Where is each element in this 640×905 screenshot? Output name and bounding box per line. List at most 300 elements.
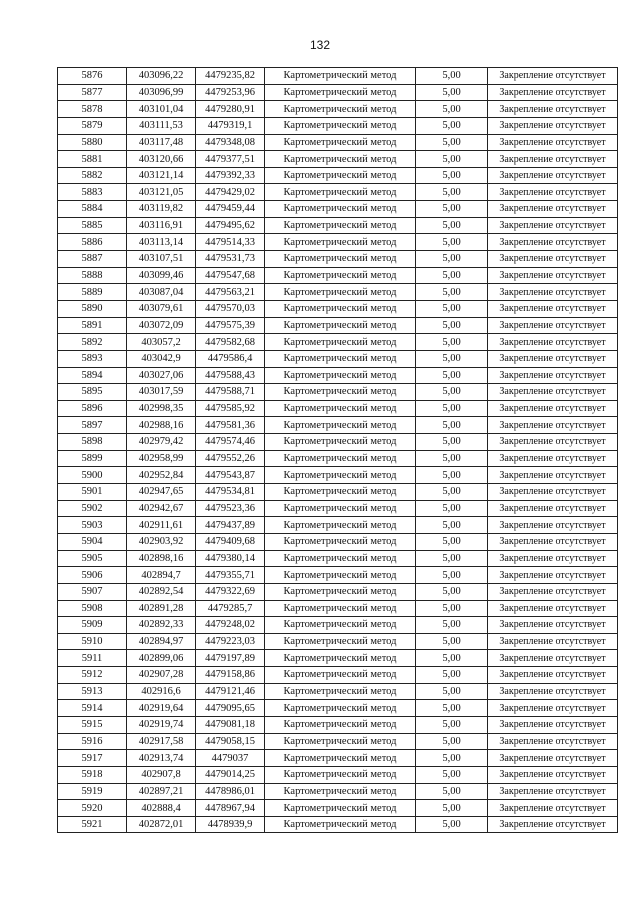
table-row [58, 683, 618, 700]
fixation-cell: Закрепление отсутствует [488, 700, 618, 717]
fixation-cell: Закрепление отсутствует [488, 816, 618, 833]
fixation-cell: Закрепление отсутствует [488, 84, 618, 101]
x-coordinate-cell: 402888,4 [127, 800, 196, 817]
method-cell: Картометрический метод [265, 517, 416, 534]
x-coordinate-cell: 403119,82 [127, 201, 196, 218]
method-cell: Картометрический метод [265, 633, 416, 650]
method-cell: Картометрический метод [265, 334, 416, 351]
point-number-cell: 5891 [58, 317, 127, 334]
method-cell: Картометрический метод [265, 217, 416, 234]
accuracy-cell: 5,00 [416, 284, 488, 301]
table-row [58, 134, 618, 151]
accuracy-cell: 5,00 [416, 783, 488, 800]
fixation-cell: Закрепление отсутствует [488, 683, 618, 700]
point-number-cell: 5901 [58, 484, 127, 501]
fixation-cell: Закрепление отсутствует [488, 783, 618, 800]
point-number-cell: 5877 [58, 84, 127, 101]
accuracy-cell: 5,00 [416, 400, 488, 417]
fixation-cell: Закрепление отсутствует [488, 766, 618, 783]
accuracy-cell: 5,00 [416, 816, 488, 833]
y-coordinate-cell: 4479377,51 [196, 151, 265, 168]
table-row [58, 417, 618, 434]
y-coordinate-cell: 4479197,89 [196, 650, 265, 667]
y-coordinate-cell: 4479253,96 [196, 84, 265, 101]
point-number-cell: 5896 [58, 400, 127, 417]
table-row [58, 617, 618, 634]
table-row [58, 733, 618, 750]
x-coordinate-cell: 402911,61 [127, 517, 196, 534]
method-cell: Картометрический метод [265, 84, 416, 101]
accuracy-cell: 5,00 [416, 350, 488, 367]
table-row [58, 84, 618, 101]
x-coordinate-cell: 403096,99 [127, 84, 196, 101]
method-cell: Картометрический метод [265, 117, 416, 134]
method-cell: Картометрический метод [265, 234, 416, 251]
fixation-cell: Закрепление отсутствует [488, 800, 618, 817]
y-coordinate-cell: 4479285,7 [196, 600, 265, 617]
point-number-cell: 5914 [58, 700, 127, 717]
y-coordinate-cell: 4478986,01 [196, 783, 265, 800]
accuracy-cell: 5,00 [416, 517, 488, 534]
table-row [58, 800, 618, 817]
x-coordinate-cell: 403027,06 [127, 367, 196, 384]
x-coordinate-cell: 403117,48 [127, 134, 196, 151]
fixation-cell: Закрепление отсутствует [488, 434, 618, 451]
fixation-cell: Закрепление отсутствует [488, 400, 618, 417]
point-number-cell: 5909 [58, 617, 127, 634]
y-coordinate-cell: 4479514,33 [196, 234, 265, 251]
x-coordinate-cell: 402907,28 [127, 667, 196, 684]
x-coordinate-cell: 402907,8 [127, 766, 196, 783]
fixation-cell: Закрепление отсутствует [488, 733, 618, 750]
table-row [58, 450, 618, 467]
fixation-cell: Закрепление отсутствует [488, 350, 618, 367]
x-coordinate-cell: 403113,14 [127, 234, 196, 251]
fixation-cell: Закрепление отсутствует [488, 167, 618, 184]
accuracy-cell: 5,00 [416, 434, 488, 451]
point-number-cell: 5900 [58, 467, 127, 484]
point-number-cell: 5886 [58, 234, 127, 251]
y-coordinate-cell: 4479280,91 [196, 101, 265, 118]
point-number-cell: 5898 [58, 434, 127, 451]
method-cell: Картометрический метод [265, 533, 416, 550]
table-row [58, 117, 618, 134]
table-row [58, 267, 618, 284]
fixation-cell: Закрепление отсутствует [488, 417, 618, 434]
y-coordinate-cell: 4479058,15 [196, 733, 265, 750]
method-cell: Картометрический метод [265, 400, 416, 417]
fixation-cell: Закрепление отсутствует [488, 284, 618, 301]
accuracy-cell: 5,00 [416, 500, 488, 517]
accuracy-cell: 5,00 [416, 317, 488, 334]
fixation-cell: Закрепление отсутствует [488, 500, 618, 517]
table-row [58, 484, 618, 501]
fixation-cell: Закрепление отсутствует [488, 68, 618, 85]
x-coordinate-cell: 403042,9 [127, 350, 196, 367]
table-row [58, 334, 618, 351]
fixation-cell: Закрепление отсутствует [488, 367, 618, 384]
point-number-cell: 5890 [58, 300, 127, 317]
table-row [58, 567, 618, 584]
fixation-cell: Закрепление отсутствует [488, 117, 618, 134]
accuracy-cell: 5,00 [416, 68, 488, 85]
method-cell: Картометрический метод [265, 500, 416, 517]
y-coordinate-cell: 4479585,92 [196, 400, 265, 417]
x-coordinate-cell: 403079,61 [127, 300, 196, 317]
coordinates-table-body [58, 68, 618, 833]
accuracy-cell: 5,00 [416, 101, 488, 118]
x-coordinate-cell: 402998,35 [127, 400, 196, 417]
x-coordinate-cell: 403107,51 [127, 251, 196, 268]
accuracy-cell: 5,00 [416, 750, 488, 767]
method-cell: Картометрический метод [265, 583, 416, 600]
table-row [58, 550, 618, 567]
x-coordinate-cell: 403057,2 [127, 334, 196, 351]
fixation-cell: Закрепление отсутствует [488, 450, 618, 467]
method-cell: Картометрический метод [265, 600, 416, 617]
x-coordinate-cell: 402979,42 [127, 434, 196, 451]
y-coordinate-cell: 4479552,26 [196, 450, 265, 467]
x-coordinate-cell: 403111,53 [127, 117, 196, 134]
table-row [58, 217, 618, 234]
method-cell: Картометрический метод [265, 284, 416, 301]
table-row [58, 600, 618, 617]
method-cell: Картометрический метод [265, 650, 416, 667]
table-row [58, 201, 618, 218]
y-coordinate-cell: 4479523,36 [196, 500, 265, 517]
table-row [58, 633, 618, 650]
y-coordinate-cell: 4479586,4 [196, 350, 265, 367]
y-coordinate-cell: 4479037 [196, 750, 265, 767]
page-number: 132 [309, 38, 331, 52]
point-number-cell: 5887 [58, 251, 127, 268]
point-number-cell: 5882 [58, 167, 127, 184]
accuracy-cell: 5,00 [416, 217, 488, 234]
accuracy-cell: 5,00 [416, 667, 488, 684]
point-number-cell: 5917 [58, 750, 127, 767]
fixation-cell: Закрепление отсутствует [488, 267, 618, 284]
method-cell: Картометрический метод [265, 667, 416, 684]
point-number-cell: 5894 [58, 367, 127, 384]
fixation-cell: Закрепление отсутствует [488, 151, 618, 168]
fixation-cell: Закрепление отсутствует [488, 467, 618, 484]
x-coordinate-cell: 402919,64 [127, 700, 196, 717]
table-row [58, 384, 618, 401]
accuracy-cell: 5,00 [416, 733, 488, 750]
fixation-cell: Закрепление отсутствует [488, 484, 618, 501]
method-cell: Картометрический метод [265, 783, 416, 800]
method-cell: Картометрический метод [265, 716, 416, 733]
y-coordinate-cell: 4479570,03 [196, 300, 265, 317]
table-row [58, 700, 618, 717]
accuracy-cell: 5,00 [416, 800, 488, 817]
method-cell: Картометрический метод [265, 750, 416, 767]
method-cell: Картометрический метод [265, 617, 416, 634]
x-coordinate-cell: 402899,06 [127, 650, 196, 667]
method-cell: Картометрический метод [265, 384, 416, 401]
y-coordinate-cell: 4479582,68 [196, 334, 265, 351]
point-number-cell: 5880 [58, 134, 127, 151]
method-cell: Картометрический метод [265, 350, 416, 367]
point-number-cell: 5895 [58, 384, 127, 401]
method-cell: Картометрический метод [265, 450, 416, 467]
point-number-cell: 5879 [58, 117, 127, 134]
point-number-cell: 5919 [58, 783, 127, 800]
fixation-cell: Закрепление отсутствует [488, 533, 618, 550]
y-coordinate-cell: 4479409,68 [196, 533, 265, 550]
y-coordinate-cell: 4479158,86 [196, 667, 265, 684]
method-cell: Картометрический метод [265, 317, 416, 334]
accuracy-cell: 5,00 [416, 167, 488, 184]
x-coordinate-cell: 403101,04 [127, 101, 196, 118]
fixation-cell: Закрепление отсутствует [488, 583, 618, 600]
point-number-cell: 5908 [58, 600, 127, 617]
y-coordinate-cell: 4479495,62 [196, 217, 265, 234]
x-coordinate-cell: 402917,58 [127, 733, 196, 750]
point-number-cell: 5921 [58, 816, 127, 833]
accuracy-cell: 5,00 [416, 267, 488, 284]
accuracy-cell: 5,00 [416, 184, 488, 201]
fixation-cell: Закрепление отсутствует [488, 550, 618, 567]
table-row [58, 68, 618, 85]
x-coordinate-cell: 403096,22 [127, 68, 196, 85]
x-coordinate-cell: 402894,7 [127, 567, 196, 584]
x-coordinate-cell: 402892,33 [127, 617, 196, 634]
accuracy-cell: 5,00 [416, 716, 488, 733]
method-cell: Картометрический метод [265, 167, 416, 184]
fixation-cell: Закрепление отсутствует [488, 716, 618, 733]
accuracy-cell: 5,00 [416, 367, 488, 384]
y-coordinate-cell: 4479574,46 [196, 434, 265, 451]
x-coordinate-cell: 402958,99 [127, 450, 196, 467]
fixation-cell: Закрепление отсутствует [488, 101, 618, 118]
x-coordinate-cell: 402894,97 [127, 633, 196, 650]
method-cell: Картометрический метод [265, 733, 416, 750]
fixation-cell: Закрепление отсутствует [488, 617, 618, 634]
y-coordinate-cell: 4479588,43 [196, 367, 265, 384]
method-cell: Картометрический метод [265, 101, 416, 118]
y-coordinate-cell: 4479348,08 [196, 134, 265, 151]
point-number-cell: 5904 [58, 533, 127, 550]
point-number-cell: 5912 [58, 667, 127, 684]
method-cell: Картометрический метод [265, 134, 416, 151]
fixation-cell: Закрепление отсутствует [488, 517, 618, 534]
y-coordinate-cell: 4479575,39 [196, 317, 265, 334]
y-coordinate-cell: 4478939,9 [196, 816, 265, 833]
accuracy-cell: 5,00 [416, 450, 488, 467]
point-number-cell: 5897 [58, 417, 127, 434]
table-row [58, 667, 618, 684]
x-coordinate-cell: 402897,21 [127, 783, 196, 800]
method-cell: Картометрический метод [265, 484, 416, 501]
x-coordinate-cell: 402891,28 [127, 600, 196, 617]
point-number-cell: 5913 [58, 683, 127, 700]
method-cell: Картометрический метод [265, 816, 416, 833]
table-row [58, 317, 618, 334]
y-coordinate-cell: 4479095,65 [196, 700, 265, 717]
y-coordinate-cell: 4479223,03 [196, 633, 265, 650]
point-number-cell: 5876 [58, 68, 127, 85]
table-row [58, 151, 618, 168]
table-row [58, 650, 618, 667]
fixation-cell: Закрепление отсутствует [488, 300, 618, 317]
method-cell: Картометрический метод [265, 417, 416, 434]
point-number-cell: 5902 [58, 500, 127, 517]
table-row [58, 533, 618, 550]
y-coordinate-cell: 4479392,33 [196, 167, 265, 184]
y-coordinate-cell: 4479581,36 [196, 417, 265, 434]
method-cell: Картометрический метод [265, 300, 416, 317]
point-number-cell: 5881 [58, 151, 127, 168]
point-number-cell: 5878 [58, 101, 127, 118]
point-number-cell: 5915 [58, 716, 127, 733]
accuracy-cell: 5,00 [416, 633, 488, 650]
x-coordinate-cell: 402947,65 [127, 484, 196, 501]
table-row [58, 467, 618, 484]
method-cell: Картометрический метод [265, 700, 416, 717]
accuracy-cell: 5,00 [416, 650, 488, 667]
method-cell: Картометрический метод [265, 766, 416, 783]
fixation-cell: Закрепление отсутствует [488, 201, 618, 218]
y-coordinate-cell: 4479563,21 [196, 284, 265, 301]
method-cell: Картометрический метод [265, 550, 416, 567]
accuracy-cell: 5,00 [416, 766, 488, 783]
point-number-cell: 5888 [58, 267, 127, 284]
y-coordinate-cell: 4479429,02 [196, 184, 265, 201]
y-coordinate-cell: 4479588,71 [196, 384, 265, 401]
accuracy-cell: 5,00 [416, 583, 488, 600]
table-row [58, 583, 618, 600]
x-coordinate-cell: 402913,74 [127, 750, 196, 767]
fixation-cell: Закрепление отсутствует [488, 234, 618, 251]
method-cell: Картометрический метод [265, 800, 416, 817]
accuracy-cell: 5,00 [416, 467, 488, 484]
point-number-cell: 5892 [58, 334, 127, 351]
accuracy-cell: 5,00 [416, 567, 488, 584]
fixation-cell: Закрепление отсутствует [488, 134, 618, 151]
accuracy-cell: 5,00 [416, 117, 488, 134]
x-coordinate-cell: 402988,16 [127, 417, 196, 434]
method-cell: Картометрический метод [265, 201, 416, 218]
x-coordinate-cell: 403099,46 [127, 267, 196, 284]
table-row [58, 350, 618, 367]
x-coordinate-cell: 402872,01 [127, 816, 196, 833]
accuracy-cell: 5,00 [416, 484, 488, 501]
y-coordinate-cell: 4479534,81 [196, 484, 265, 501]
table-row [58, 766, 618, 783]
x-coordinate-cell: 402916,6 [127, 683, 196, 700]
x-coordinate-cell: 402942,67 [127, 500, 196, 517]
accuracy-cell: 5,00 [416, 300, 488, 317]
point-number-cell: 5883 [58, 184, 127, 201]
method-cell: Картометрический метод [265, 683, 416, 700]
fixation-cell: Закрепление отсутствует [488, 334, 618, 351]
accuracy-cell: 5,00 [416, 617, 488, 634]
x-coordinate-cell: 402919,74 [127, 716, 196, 733]
accuracy-cell: 5,00 [416, 550, 488, 567]
table-row [58, 234, 618, 251]
y-coordinate-cell: 4479014,25 [196, 766, 265, 783]
x-coordinate-cell: 402952,84 [127, 467, 196, 484]
table-row [58, 783, 618, 800]
table-row [58, 716, 618, 733]
y-coordinate-cell: 4479235,82 [196, 68, 265, 85]
table-row [58, 400, 618, 417]
coordinates-table [57, 67, 618, 833]
table-row [58, 500, 618, 517]
x-coordinate-cell: 402898,16 [127, 550, 196, 567]
point-number-cell: 5885 [58, 217, 127, 234]
y-coordinate-cell: 4479531,73 [196, 251, 265, 268]
fixation-cell: Закрепление отсутствует [488, 667, 618, 684]
x-coordinate-cell: 403017,59 [127, 384, 196, 401]
x-coordinate-cell: 403120,66 [127, 151, 196, 168]
point-number-cell: 5905 [58, 550, 127, 567]
point-number-cell: 5884 [58, 201, 127, 218]
x-coordinate-cell: 403121,05 [127, 184, 196, 201]
method-cell: Картометрический метод [265, 267, 416, 284]
y-coordinate-cell: 4479547,68 [196, 267, 265, 284]
table-row [58, 167, 618, 184]
method-cell: Картометрический метод [265, 567, 416, 584]
table-row [58, 750, 618, 767]
y-coordinate-cell: 4479459,44 [196, 201, 265, 218]
accuracy-cell: 5,00 [416, 84, 488, 101]
point-number-cell: 5907 [58, 583, 127, 600]
method-cell: Картометрический метод [265, 467, 416, 484]
accuracy-cell: 5,00 [416, 334, 488, 351]
table-row [58, 434, 618, 451]
table-row [58, 101, 618, 118]
table-row [58, 284, 618, 301]
y-coordinate-cell: 4479248,02 [196, 617, 265, 634]
x-coordinate-cell: 403087,04 [127, 284, 196, 301]
accuracy-cell: 5,00 [416, 234, 488, 251]
point-number-cell: 5920 [58, 800, 127, 817]
point-number-cell: 5911 [58, 650, 127, 667]
method-cell: Картометрический метод [265, 68, 416, 85]
table-row [58, 184, 618, 201]
accuracy-cell: 5,00 [416, 417, 488, 434]
fixation-cell: Закрепление отсутствует [488, 184, 618, 201]
point-number-cell: 5918 [58, 766, 127, 783]
fixation-cell: Закрепление отсутствует [488, 650, 618, 667]
fixation-cell: Закрепление отсутствует [488, 217, 618, 234]
x-coordinate-cell: 403116,91 [127, 217, 196, 234]
accuracy-cell: 5,00 [416, 600, 488, 617]
accuracy-cell: 5,00 [416, 201, 488, 218]
point-number-cell: 5893 [58, 350, 127, 367]
point-number-cell: 5903 [58, 517, 127, 534]
accuracy-cell: 5,00 [416, 384, 488, 401]
method-cell: Картометрический метод [265, 151, 416, 168]
point-number-cell: 5910 [58, 633, 127, 650]
x-coordinate-cell: 402892,54 [127, 583, 196, 600]
fixation-cell: Закрепление отсутствует [488, 750, 618, 767]
fixation-cell: Закрепление отсутствует [488, 600, 618, 617]
table-row [58, 816, 618, 833]
x-coordinate-cell: 403072,09 [127, 317, 196, 334]
y-coordinate-cell: 4478967,94 [196, 800, 265, 817]
point-number-cell: 5899 [58, 450, 127, 467]
point-number-cell: 5889 [58, 284, 127, 301]
x-coordinate-cell: 403121,14 [127, 167, 196, 184]
y-coordinate-cell: 4479437,89 [196, 517, 265, 534]
accuracy-cell: 5,00 [416, 134, 488, 151]
accuracy-cell: 5,00 [416, 151, 488, 168]
y-coordinate-cell: 4479380,14 [196, 550, 265, 567]
fixation-cell: Закрепление отсутствует [488, 251, 618, 268]
